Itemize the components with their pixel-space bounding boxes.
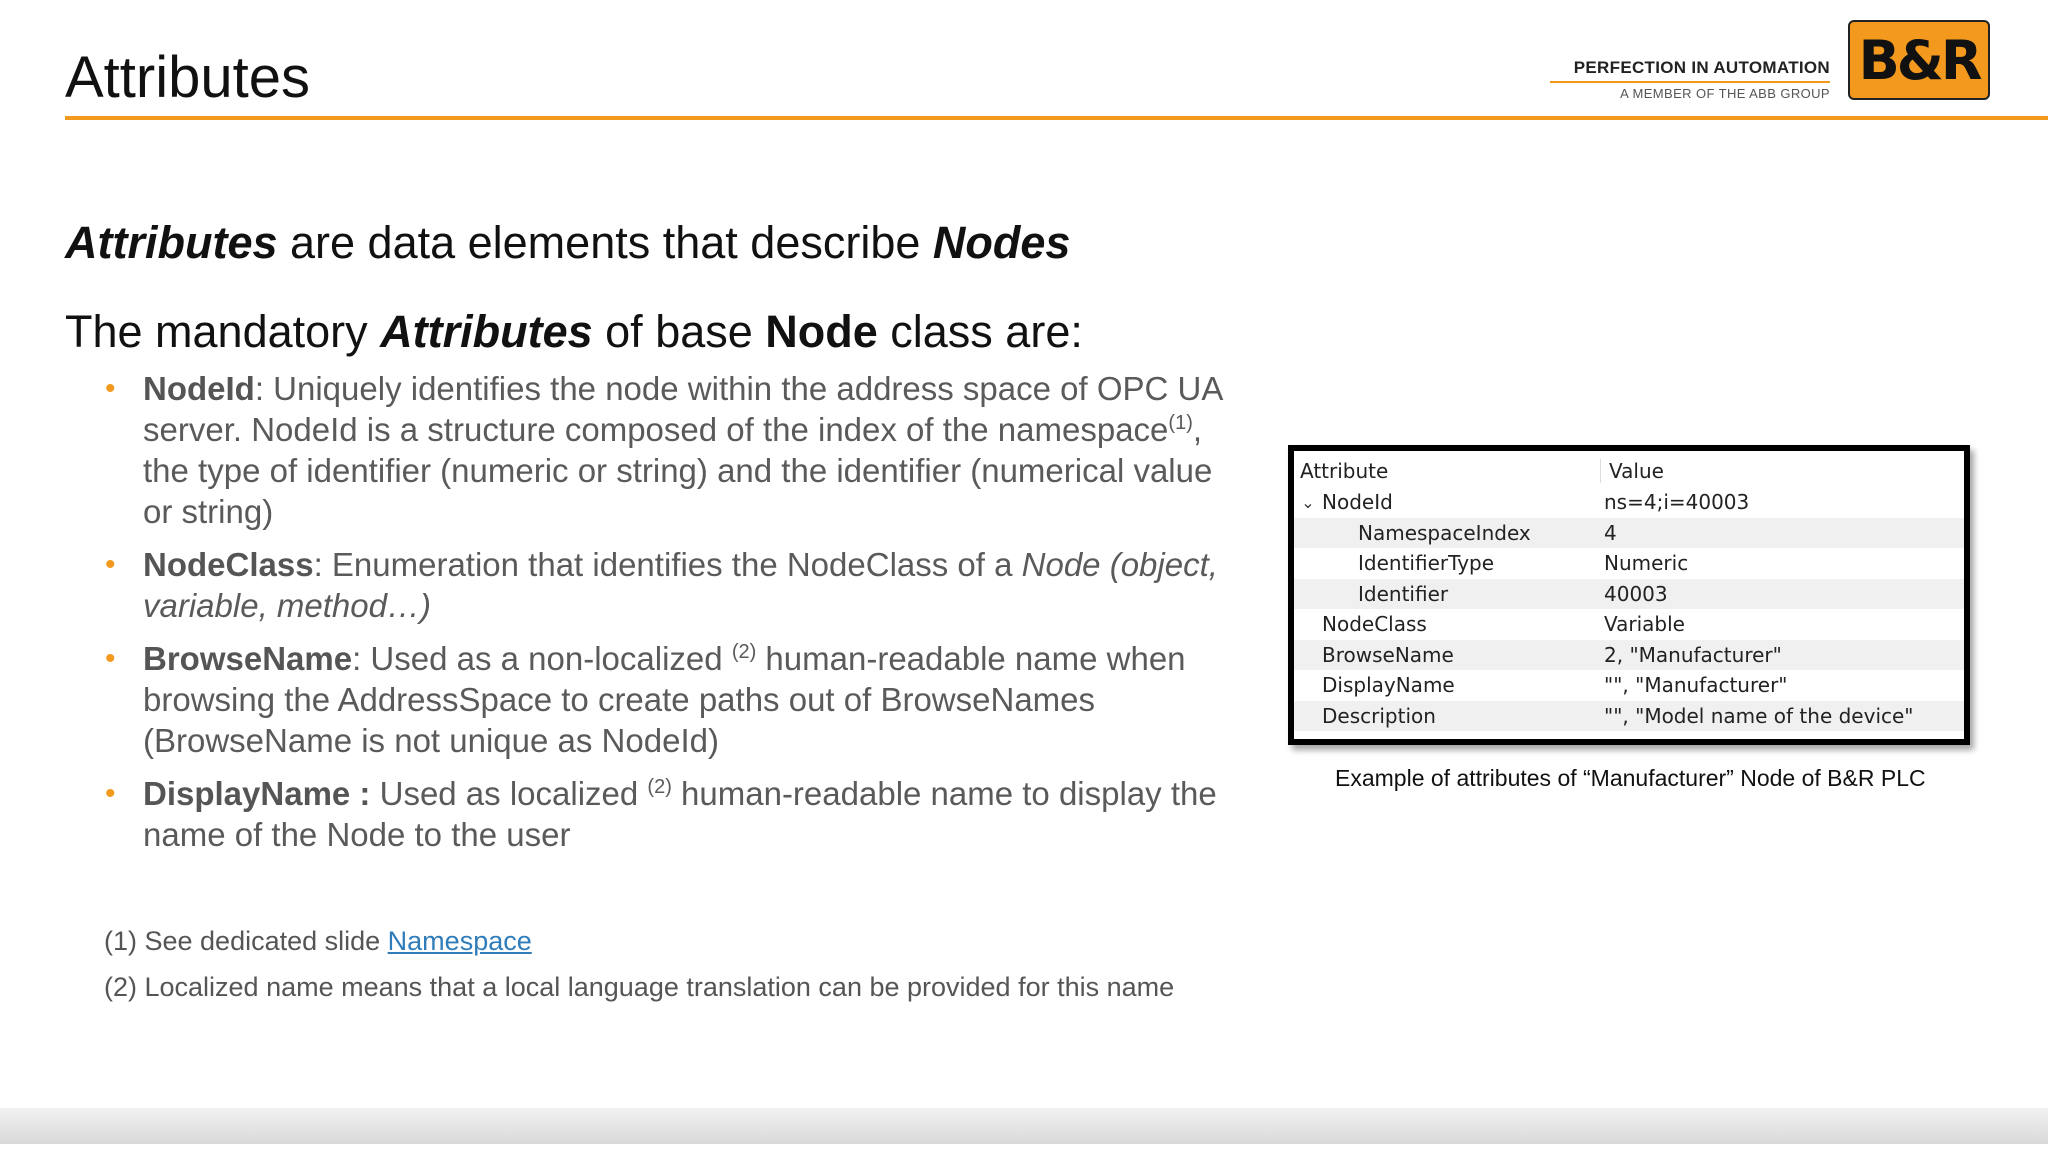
headline-term-attributes: Attributes bbox=[65, 217, 278, 268]
list-item-displayname bbox=[105, 773, 1235, 855]
subheading-term-attributes: Attributes bbox=[380, 306, 593, 357]
tree-cell-name: IdentifierType bbox=[1358, 551, 1495, 576]
attribute-tree-panel bbox=[1288, 445, 1970, 745]
list-item-nodeclass bbox=[105, 544, 1235, 626]
logo-tagline-primary: PERFECTION IN AUTOMATION bbox=[1573, 58, 1830, 77]
footnote-1 bbox=[104, 918, 1174, 964]
headline bbox=[65, 217, 1070, 269]
attribute-list bbox=[105, 368, 1235, 867]
tree-cell-name: Description bbox=[1322, 703, 1436, 728]
logo-tagline-secondary: A MEMBER OF THE ABB GROUP bbox=[1620, 86, 1830, 101]
figure-caption: Example of attributes of “Manufacturer” Node of B&R PLC bbox=[1335, 765, 1926, 791]
bullet-text: : Uniquely identifies the node within the address space of OPC UA server. NodeId is a structure composed of the index of the namespace bbox=[143, 370, 1222, 448]
bullet-text: Used as localized bbox=[370, 775, 648, 812]
page-title: Attributes bbox=[65, 45, 310, 110]
tree-cell-value: "", "Model name of the device" bbox=[1604, 703, 1914, 728]
tree-cell-value: 40003 bbox=[1604, 581, 1668, 606]
tree-row-identifier[interactable] bbox=[1294, 579, 1964, 610]
subheading-term-node: Node bbox=[765, 306, 878, 357]
tree-row-label: NodeId bbox=[1322, 490, 1393, 515]
headline-term-nodes: Nodes bbox=[932, 217, 1071, 268]
tree-row-displayname[interactable] bbox=[1294, 670, 1964, 701]
bullet-text: human-readable name to display the name of the Node to the user bbox=[143, 775, 1217, 853]
subheading-text-1: The mandatory bbox=[65, 306, 381, 357]
bullet-text: : Enumeration that identifies the NodeClass of a bbox=[313, 546, 1022, 583]
tree-row-browsename[interactable] bbox=[1294, 640, 1964, 671]
bullet-text-italic: Node (object, variable, method…) bbox=[143, 546, 1218, 624]
tree-cell-name: NodeClass bbox=[1322, 612, 1427, 637]
logo-tagline-rule bbox=[1550, 81, 1830, 83]
subheading-text-3: class are: bbox=[877, 306, 1083, 357]
tree-cell-name: NamespaceIndex bbox=[1358, 520, 1531, 545]
bullet-term: DisplayName : bbox=[143, 775, 371, 812]
footnote-ref: (2) bbox=[731, 641, 757, 663]
tree-cell-name bbox=[1294, 490, 1602, 514]
headline-text: are data elements that describe bbox=[277, 217, 933, 268]
bullet-text: , the type of identifier (numeric or string) and the identifier (numerical value or string) bbox=[143, 411, 1213, 530]
chevron-down-icon[interactable]: ⌄ bbox=[1301, 492, 1315, 512]
logo-tagline bbox=[1530, 58, 1830, 101]
footnotes bbox=[104, 918, 1174, 1010]
tree-row-identifiertype[interactable] bbox=[1294, 548, 1964, 579]
column-header-attribute[interactable]: Attribute bbox=[1300, 459, 1389, 483]
tree-row-namespaceindex[interactable] bbox=[1294, 518, 1964, 549]
list-item-nodeid bbox=[105, 368, 1235, 532]
subheading-text-2: of base bbox=[592, 306, 766, 357]
column-header-value[interactable]: Value bbox=[1600, 459, 1664, 483]
bullet-text: human-readable name when browsing the AddressSpace to create paths out of BrowseNames (BrowseName is not unique as NodeId) bbox=[143, 640, 1186, 759]
footnote-2: (2) Localized name means that a local language translation can be provided for this name bbox=[104, 972, 1175, 1002]
subheading bbox=[65, 306, 1083, 358]
tree-row-nodeclass[interactable] bbox=[1294, 609, 1964, 640]
tree-cell-value: Numeric bbox=[1604, 551, 1689, 576]
tree-cell-value: 4 bbox=[1604, 520, 1617, 545]
company-logo bbox=[1573, 20, 1990, 102]
bullet-term: NodeClass bbox=[143, 546, 314, 583]
tree-cell-name: BrowseName bbox=[1322, 642, 1454, 667]
footnote-1-text: (1) See dedicated slide bbox=[104, 926, 388, 956]
title-divider bbox=[65, 116, 2048, 120]
footnote-ref: (2) bbox=[647, 776, 672, 798]
tree-cell-value: 2, "Manufacturer" bbox=[1604, 642, 1782, 667]
bullet-term: NodeId bbox=[143, 370, 255, 407]
tree-header bbox=[1294, 451, 1964, 487]
tree-cell-name: Identifier bbox=[1358, 581, 1449, 606]
bullet-term: BrowseName bbox=[143, 640, 353, 677]
tree-row-nodeid[interactable] bbox=[1294, 487, 1964, 518]
namespace-link[interactable]: Namespace bbox=[387, 926, 532, 956]
footer-band bbox=[0, 1108, 2048, 1144]
bullet-text: : Used as a non-localized bbox=[352, 640, 732, 677]
logo-mark: B&R bbox=[1848, 20, 1990, 100]
tree-row-description[interactable] bbox=[1294, 701, 1964, 732]
tree-cell-value: Variable bbox=[1604, 612, 1685, 637]
footnote-ref: (1) bbox=[1168, 412, 1193, 434]
list-item-browsename bbox=[105, 638, 1235, 761]
tree-cell-value: "", "Manufacturer" bbox=[1604, 673, 1788, 698]
tree-cell-value: ns=4;i=40003 bbox=[1604, 490, 1750, 515]
tree-cell-name: DisplayName bbox=[1322, 673, 1455, 698]
